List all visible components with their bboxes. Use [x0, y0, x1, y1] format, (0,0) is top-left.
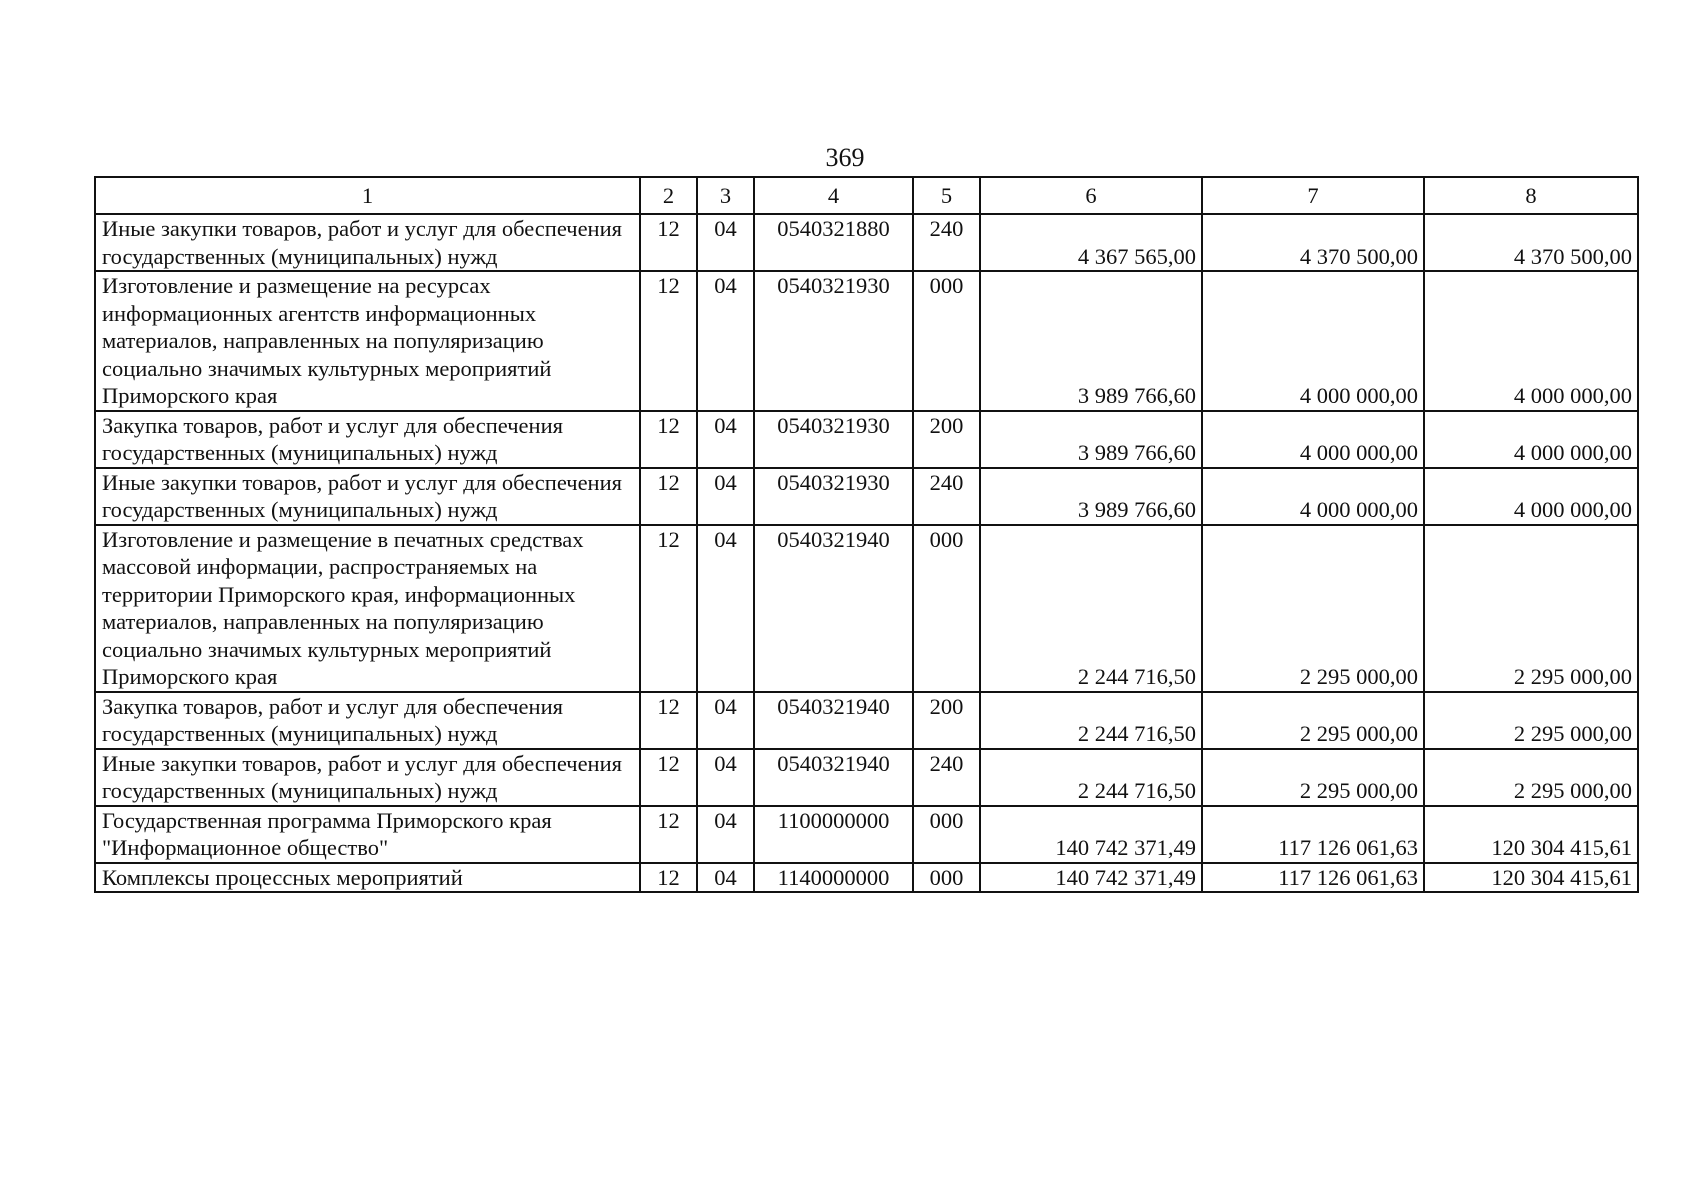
expense-type-code-cell: 000 [913, 271, 980, 411]
expense-type-code-cell: 000 [913, 806, 980, 863]
budget-table [94, 176, 1639, 893]
amount-col7-cell: 4 000 000,00 [1202, 411, 1424, 468]
amount-col6-cell: 2 244 716,50 [980, 749, 1202, 806]
subsection-code-cell: 04 [697, 411, 754, 468]
row-name-cell: Закупка товаров, работ и услуг для обеспечения государственных (муниципальных) нужд [95, 692, 640, 749]
amount-col7-cell: 4 370 500,00 [1202, 214, 1424, 271]
table-row [95, 271, 1638, 411]
amount-col7-cell: 2 295 000,00 [1202, 525, 1424, 692]
column-header: 3 [697, 177, 754, 214]
section-code-cell: 12 [640, 525, 697, 692]
expense-type-code-cell: 200 [913, 411, 980, 468]
table-row [95, 214, 1638, 271]
target-article-code-cell: 0540321880 [754, 214, 913, 271]
expense-type-code-cell: 240 [913, 749, 980, 806]
expense-type-code-cell: 000 [913, 525, 980, 692]
amount-col8-cell: 2 295 000,00 [1424, 692, 1638, 749]
amount-col6-cell: 2 244 716,50 [980, 525, 1202, 692]
target-article-code-cell: 1100000000 [754, 806, 913, 863]
target-article-code-cell: 0540321930 [754, 271, 913, 411]
row-name-cell: Иные закупки товаров, работ и услуг для обеспечения государственных (муниципальных) нужд [95, 468, 640, 525]
amount-col6-cell: 3 989 766,60 [980, 411, 1202, 468]
amount-col7-cell: 117 126 061,63 [1202, 863, 1424, 893]
amount-col6-cell: 4 367 565,00 [980, 214, 1202, 271]
column-header: 1 [95, 177, 640, 214]
subsection-code-cell: 04 [697, 692, 754, 749]
amount-col8-cell: 4 000 000,00 [1424, 468, 1638, 525]
table-row [95, 468, 1638, 525]
target-article-code-cell: 1140000000 [754, 863, 913, 893]
table-row [95, 692, 1638, 749]
section-code-cell: 12 [640, 692, 697, 749]
row-name-cell: Иные закупки товаров, работ и услуг для обеспечения государственных (муниципальных) нужд [95, 749, 640, 806]
row-name-cell: Изготовление и размещение на ресурсах информационных агентств информационных материалов, направленных на популяризацию социально значимых культурных мероприятий Приморского края [95, 271, 640, 411]
table-row [95, 806, 1638, 863]
amount-col7-cell: 4 000 000,00 [1202, 271, 1424, 411]
section-code-cell: 12 [640, 214, 697, 271]
amount-col7-cell: 4 000 000,00 [1202, 468, 1424, 525]
column-header: 8 [1424, 177, 1638, 214]
amount-col7-cell: 2 295 000,00 [1202, 749, 1424, 806]
table-row [95, 525, 1638, 692]
amount-col6-cell: 3 989 766,60 [980, 271, 1202, 411]
section-code-cell: 12 [640, 749, 697, 806]
table-row [95, 749, 1638, 806]
row-name-cell: Комплексы процессных мероприятий [95, 863, 640, 893]
subsection-code-cell: 04 [697, 525, 754, 692]
amount-col7-cell: 2 295 000,00 [1202, 692, 1424, 749]
subsection-code-cell: 04 [697, 749, 754, 806]
column-header: 6 [980, 177, 1202, 214]
target-article-code-cell: 0540321940 [754, 749, 913, 806]
target-article-code-cell: 0540321930 [754, 411, 913, 468]
row-name-cell: Изготовление и размещение в печатных средствах массовой информации, распространяемых на территории Приморского края, информационных материалов, направленных на популяризацию социально значимых культурных мероприятий Приморского края [95, 525, 640, 692]
section-code-cell: 12 [640, 806, 697, 863]
section-code-cell: 12 [640, 271, 697, 411]
row-name-cell: Иные закупки товаров, работ и услуг для обеспечения государственных (муниципальных) нужд [95, 214, 640, 271]
target-article-code-cell: 0540321930 [754, 468, 913, 525]
column-header: 2 [640, 177, 697, 214]
target-article-code-cell: 0540321940 [754, 525, 913, 692]
amount-col6-cell: 3 989 766,60 [980, 468, 1202, 525]
expense-type-code-cell: 200 [913, 692, 980, 749]
amount-col8-cell: 120 304 415,61 [1424, 806, 1638, 863]
amount-col7-cell: 117 126 061,63 [1202, 806, 1424, 863]
section-code-cell: 12 [640, 411, 697, 468]
column-header: 7 [1202, 177, 1424, 214]
column-header: 5 [913, 177, 980, 214]
row-name-cell: Закупка товаров, работ и услуг для обеспечения государственных (муниципальных) нужд [95, 411, 640, 468]
table-row [95, 863, 1638, 893]
amount-col6-cell: 2 244 716,50 [980, 692, 1202, 749]
target-article-code-cell: 0540321940 [754, 692, 913, 749]
subsection-code-cell: 04 [697, 468, 754, 525]
column-header: 4 [754, 177, 913, 214]
page-number: 369 [825, 143, 865, 172]
section-code-cell: 12 [640, 468, 697, 525]
section-code-cell: 12 [640, 863, 697, 893]
expense-type-code-cell: 240 [913, 468, 980, 525]
subsection-code-cell: 04 [697, 271, 754, 411]
subsection-code-cell: 04 [697, 214, 754, 271]
amount-col8-cell: 2 295 000,00 [1424, 749, 1638, 806]
amount-col6-cell: 140 742 371,49 [980, 806, 1202, 863]
table-header-row [95, 177, 1638, 214]
amount-col8-cell: 4 370 500,00 [1424, 214, 1638, 271]
expense-type-code-cell: 000 [913, 863, 980, 893]
subsection-code-cell: 04 [697, 863, 754, 893]
amount-col8-cell: 4 000 000,00 [1424, 271, 1638, 411]
expense-type-code-cell: 240 [913, 214, 980, 271]
subsection-code-cell: 04 [697, 806, 754, 863]
row-name-cell: Государственная программа Приморского края "Информационное общество" [95, 806, 640, 863]
table-row [95, 411, 1638, 468]
amount-col6-cell: 140 742 371,49 [980, 863, 1202, 893]
amount-col8-cell: 2 295 000,00 [1424, 525, 1638, 692]
amount-col8-cell: 4 000 000,00 [1424, 411, 1638, 468]
amount-col8-cell: 120 304 415,61 [1424, 863, 1638, 893]
